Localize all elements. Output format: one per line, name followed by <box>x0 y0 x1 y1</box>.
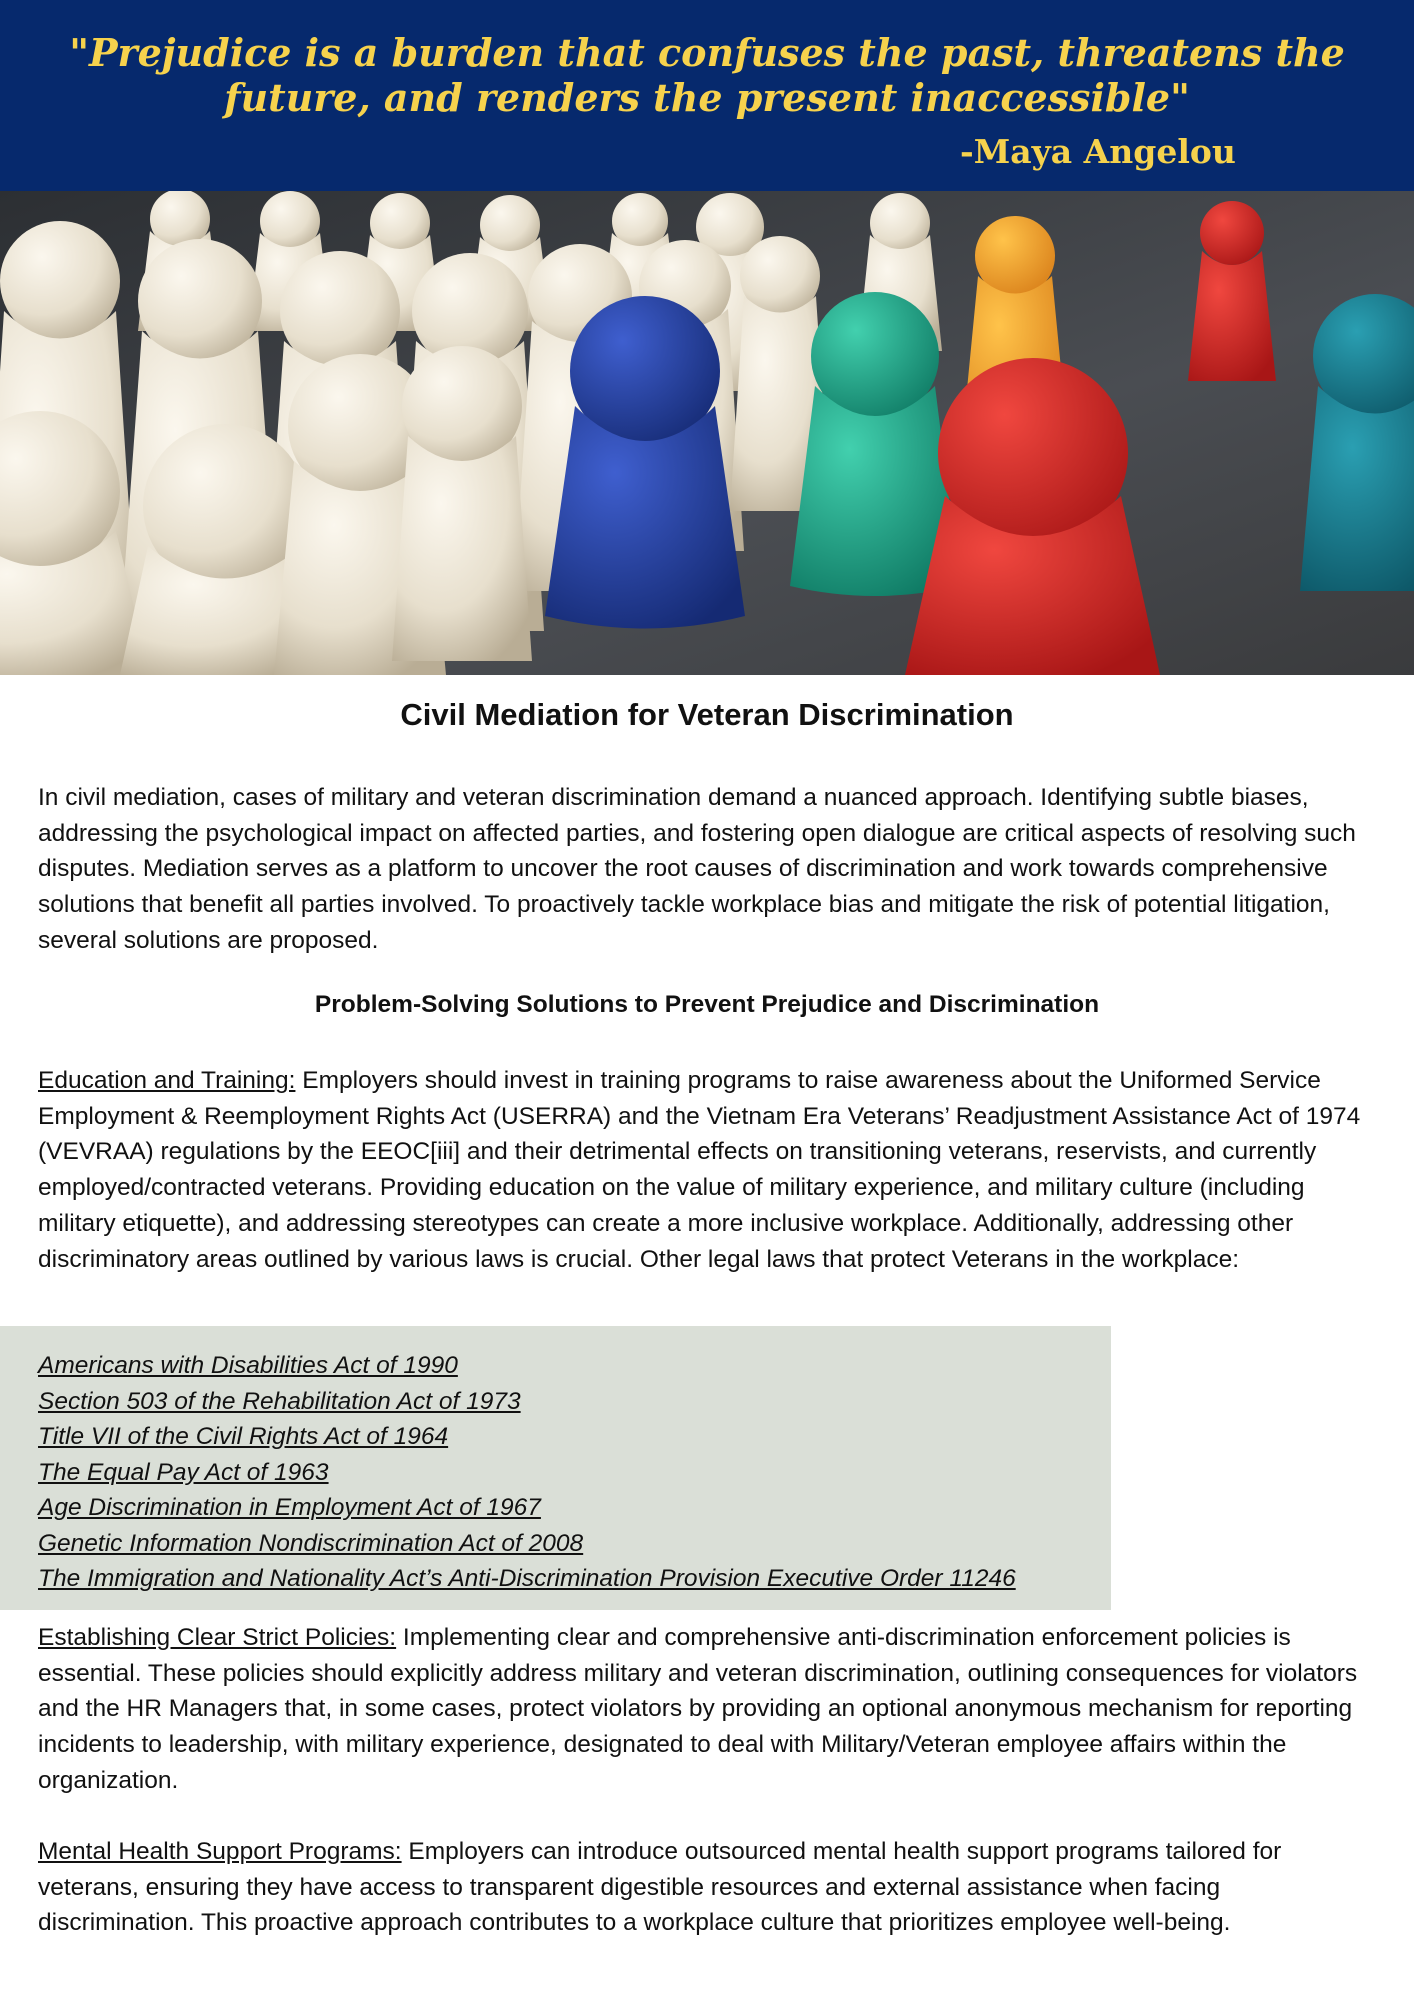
quote-banner <box>0 0 1414 191</box>
policies-paragraph <box>38 1620 1383 1799</box>
mental-health-lead: Mental Health Support Programs: <box>38 1838 402 1865</box>
education-text: Employers should invest in training programs to raise awareness about the Uniformed Service Employment & Reemployment Rights Act (USERRA) and the Vietnam Era Veterans’ Readjustment Assistance Act of 1974 (VEVRAA) regulations by the EEOC[iii] and their detrimental effects on transitioning veterans, reservists, and currently employed/contracted veterans. Providing education on the value of military experience, and military culture (including military etiquette), and addressing stereotypes can create a more inclusive workplace. Additionally, addressing other discriminatory areas outlined by various laws is crucial. Other legal laws that protect Veterans in the workplace: <box>38 1067 1361 1273</box>
law-link[interactable]: The Immigration and Nationality Act’s Anti-Discrimination Provision Executive Order 11246 <box>38 1565 1016 1592</box>
article-title: Civil Mediation for Veteran Discrimination <box>400 697 1014 732</box>
law-link[interactable]: Title VII of the Civil Rights Act of 1964 <box>38 1423 449 1450</box>
law-link[interactable]: Genetic Information Nondiscrimination Act of 2008 <box>38 1529 584 1557</box>
education-lead: Education and Training: <box>38 1067 296 1094</box>
laws-list <box>0 1326 1111 1597</box>
laws-list-box <box>0 1326 1111 1610</box>
law-link[interactable]: The Equal Pay Act of 1963 <box>38 1458 329 1486</box>
policies-lead: Establishing Clear Strict Policies: <box>38 1624 397 1651</box>
solutions-subheading: Problem-Solving Solutions to Prevent Prejudice and Discrimination <box>314 991 1100 1018</box>
policies-text: Implementing clear and comprehensive anti-discrimination enforcement policies is essential. These policies should explicitly address military and veteran discrimination, outlining consequences for violators and the HR Managers that, in some cases, protect violators by providing an optional anonymous mechanism for reporting incidents to leadership, with military experience, designated to deal with Military/Veteran employee affairs within the organization. <box>38 1624 1358 1794</box>
law-link[interactable]: Section 503 of the Rehabilitation Act of 1973 <box>38 1387 521 1415</box>
quote-text: "Prejudice is a burden that confuses the past, threatens the future, and renders the present inaccessible" <box>69 30 1345 120</box>
quote-author: -Maya Angelou <box>960 132 1236 171</box>
mental-health-paragraph <box>38 1834 1383 1941</box>
intro-paragraph: In civil mediation, cases of military and veteran discrimination demand a nuanced approach. Identifying subtle biases, addressing the psychological impact on affected parties, and fostering open dialogue are critical aspects of resolving such disputes. Mediation serves as a platform to uncover the root causes of discrimination and work towards comprehensive solutions that benefit all parties involved. To proactively tackle workplace bias and mitigate the risk of potential litigation, several solutions are proposed. <box>38 784 1356 954</box>
mental-health-text: Employers can introduce outsourced mental health support programs tailored for veterans, ensuring they have access to transparent digestible resources and external assistance when facing discrimination. This proactive approach contributes to a workplace culture that prioritizes employee well-being. <box>38 1838 1282 1937</box>
wooden-peg-figures-image <box>0 191 1414 675</box>
law-link[interactable]: Age Discrimination in Employment Act of 1967 <box>38 1494 541 1521</box>
law-link[interactable]: Americans with Disabilities Act of 1990 <box>38 1352 458 1379</box>
education-paragraph <box>38 1063 1383 1277</box>
